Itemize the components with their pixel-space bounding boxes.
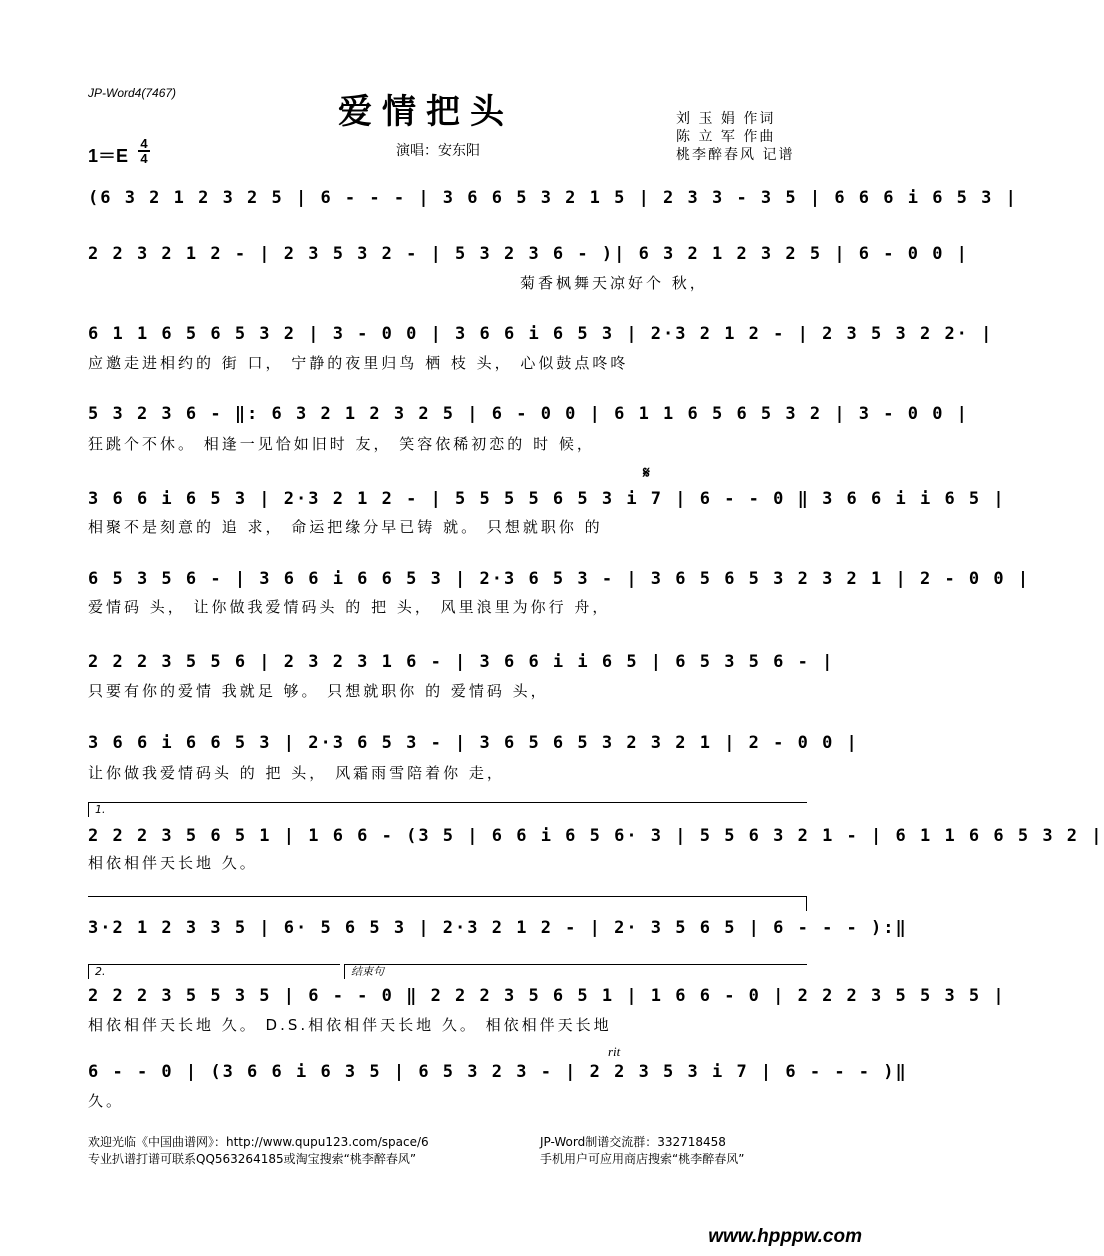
lyrics-row-3: 应邀走进相约的 街 口， 宁静的夜里归鸟 栖 枝 头， 心似鼓点咚咚 <box>88 354 629 372</box>
notation-row-7: 2 2 2 3 5 5 6 | 2 3 2 3 1 6 - | 3 6 6 i i 6 5 | 6 5 3 5 6 - | <box>88 652 835 672</box>
notation-row-2: 2 2 3 2 1 2 - | 2 3 5 3 2 - | 5 3 2 3 6 - )| 6 3 2 1 2 3 2 5 | 6 - 0 0 | <box>88 244 969 264</box>
lyrics-row-5: 相聚不是刻意的 追 求， 命运把缘分早已铸 就。 只想就职你 的 <box>88 518 603 536</box>
lyrics-row-12: 久。 <box>88 1092 125 1110</box>
lyrics-row-6: 爱情码 头， 让你做我爱情码头 的 把 头， 风里浪里为你行 舟， <box>88 598 611 616</box>
singer: 演唱：安东阳 <box>396 143 480 159</box>
notation-row-6: 6 5 3 5 6 - | 3 6 6 i 6 6 5 3 | 2·3 6 5 3 - | 3 6 5 6 5 3 2 3 2 1 | 2 - 0 0 | <box>88 569 1031 589</box>
lyrics-row-7: 只要有你的爱情 我就足 够。 只想就职你 的 爱情码 头， <box>88 682 549 700</box>
composer: 陈 立 军 作曲 <box>676 129 776 145</box>
lyrics-row-4: 狂跳个不休。 相逢一见恰如旧时 友， 笑容依稀初恋的 时 候， <box>88 435 595 453</box>
first-ending-continuation <box>88 896 807 911</box>
notation-row-4: 5 3 2 3 6 - ‖: 6 3 2 1 2 3 2 5 | 6 - 0 0 | 6 1 1 6 5 6 5 3 2 | 3 - 0 0 | <box>88 404 969 424</box>
ritardando-mark: rit <box>608 1044 621 1059</box>
footer-right <box>540 1134 744 1168</box>
notation-row-10: 3·2 1 2 3 3 5 | 6· 5 6 5 3 | 2·3 2 1 2 - | 2· 3 5 6 5 | 6 - - - ):‖ <box>88 918 908 938</box>
first-ending-bracket: 1. <box>88 802 807 817</box>
transcriber: 桃李醉春风 记谱 <box>676 147 795 163</box>
software-version: JP-Word4(7467) <box>88 86 177 100</box>
notation-row-8: 3 6 6 i 6 6 5 3 | 2·3 6 5 3 - | 3 6 5 6 5 3 2 3 2 1 | 2 - 0 0 | <box>88 733 859 753</box>
lyrics-row-2: 菊香枫舞天凉好个 秋， <box>520 274 708 292</box>
meter-top: 4 <box>140 136 148 151</box>
lyrics-row-9: 相依相伴天长地 久。 <box>88 854 258 872</box>
coda-bracket: 结束句 <box>344 964 807 979</box>
footer-contact: 专业扒谱打谱可联系QQ563264185或淘宝搜索“桃李醉春风” <box>88 1152 417 1166</box>
notation-row-1: (6 3 2 1 2 3 2 5 | 6 - - - | 3 6 6 5 3 2 1 5 | 2 3 3 - 3 5 | 6 6 6 i 6 5 3 | <box>88 188 1018 208</box>
second-ending-bracket: 2. <box>88 964 340 979</box>
footer-group: JP-Word制谱交流群：332718458 <box>540 1135 726 1149</box>
lyrics-row-11: 相依相伴天长地 久。 D.S.相依相伴天长地 久。 相依相伴天长地 <box>88 1016 612 1034</box>
meter-bottom: 4 <box>140 151 148 166</box>
song-title: 爱情把头 <box>338 92 514 132</box>
footer-app: 手机用户可应用商店搜索“桃李醉春风” <box>540 1152 745 1166</box>
lyrics-row-8: 让你做我爱情码头 的 把 头， 风霜雨雪陪着你 走， <box>88 764 505 782</box>
notation-row-9: 2 2 2 3 5 6 5 1 | 1 6 6 - (3 5 | 6 6 i 6 5 6· 3 | 5 5 6 3 2 1 - | 6 1 1 6 6 5 3 2 | <box>88 826 1104 846</box>
segno-sign: 𝄋 <box>643 463 650 482</box>
watermark: www.hpppw.com <box>708 1226 862 1247</box>
notation-row-5: 3 6 6 i 6 5 3 | 2·3 2 1 2 - | 5 5 5 5 6 5 3 i 7 | 6 - - 0 ‖ 3 6 6 i i 6 5 | <box>88 489 1006 509</box>
key-signature: 1＝E <box>88 146 129 166</box>
notation-row-3: 6 1 1 6 5 6 5 3 2 | 3 - 0 0 | 3 6 6 i 6 5 3 | 2·3 2 1 2 - | 2 3 5 3 2 2· | <box>88 324 994 344</box>
time-signature <box>138 137 150 165</box>
footer-site-link[interactable]: 欢迎光临《中国曲谱网》：http://www.qupu123.com/space/6 <box>88 1135 429 1149</box>
credits <box>676 110 794 164</box>
notation-row-12: 6 - - 0 | (3 6 6 i 6 3 5 | 6 5 3 2 3 - | 2 2 3 5 3 i 7 | 6 - - - )‖ <box>88 1062 908 1082</box>
notation-row-11: 2 2 2 3 5 5 3 5 | 6 - - 0 ‖ 2 2 2 3 5 6 5 1 | 1 6 6 - 0 | 2 2 2 3 5 5 3 5 | <box>88 986 1006 1006</box>
footer-left <box>88 1134 429 1168</box>
lyricist: 刘 玉 娟 作词 <box>676 111 776 127</box>
